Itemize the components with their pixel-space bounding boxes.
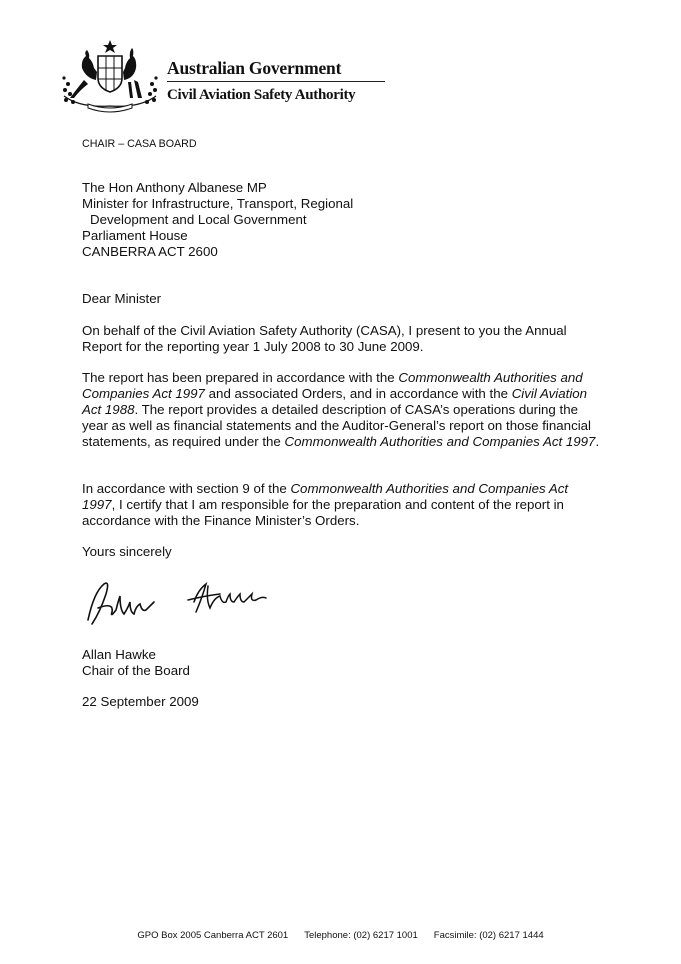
authority-name: Civil Aviation Safety Authority (167, 87, 356, 103)
signatory-title: Chair of the Board (82, 663, 190, 678)
paragraph-2-text-4: . (595, 434, 600, 449)
recipient-name: The Hon Anthony Albanese MP (82, 180, 267, 195)
footer-address: GPO Box 2005 Canberra ACT 2601 (137, 930, 289, 941)
signatory-block (82, 647, 190, 679)
office-heading: CHAIR – CASA BOARD (82, 138, 197, 150)
paragraph-3-text-2: , I certify that I am responsible for the preparation and content of the report in accordance with the Finance Minister’s Orders. (82, 497, 564, 528)
letterhead (60, 38, 400, 118)
paragraph-2-text-1: The report has been prepared in accordance with the (82, 370, 399, 385)
closing: Yours sincerely (82, 544, 172, 559)
letter-date: 22 September 2009 (82, 694, 199, 709)
paragraph-2-text-2: and associated Orders, and in accordance with the (204, 386, 512, 401)
paragraph-3-act: Commonwealth Authorities and Companies Act 1997 (82, 481, 569, 512)
footer-telephone: Telephone: (02) 6217 1001 (304, 930, 418, 941)
recipient-title-line2: Development and Local Government (90, 212, 307, 227)
coat-of-arms-icon (60, 38, 160, 113)
recipient-address (82, 180, 353, 260)
paragraph-2 (82, 370, 602, 450)
paragraph-2-text-3: . The report provides a detailed description of CASA’s operations during the year as well as financial statements and the Auditor-General’s report on those financial statements, as required under the (82, 402, 592, 449)
government-name: Australian Government (167, 58, 342, 78)
paragraph-1: On behalf of the Civil Aviation Safety Authority (CASA), I present to you the Annual Report for the reporting year 1 July 2008 to 30 June 2009. (82, 323, 567, 354)
paragraph-3 (82, 481, 602, 529)
signatory-name: Allan Hawke (82, 647, 156, 662)
letterhead-rule (167, 81, 385, 82)
recipient-title-line1: Minister for Infrastructure, Transport, Regional (82, 196, 354, 211)
paragraph-2-act-1: Commonwealth Authorities and Companies Act 1997 (82, 370, 583, 401)
recipient-address-line1: Parliament House (82, 228, 188, 243)
recipient-address-line2: CANBERRA ACT 2600 (82, 244, 218, 259)
signature-image (84, 572, 284, 632)
organisation-name (167, 58, 385, 104)
paragraph-2-act-3: Commonwealth Authorities and Companies Act 1997 (284, 434, 596, 449)
footer-facsimile: Facsimile: (02) 6217 1444 (433, 930, 544, 941)
paragraph-3-text-1: In accordance with section 9 of the (82, 481, 291, 496)
salutation: Dear Minister (82, 291, 162, 306)
paragraph-2-act-2: Civil Aviation Act 1988 (82, 386, 588, 417)
footer (0, 930, 681, 941)
